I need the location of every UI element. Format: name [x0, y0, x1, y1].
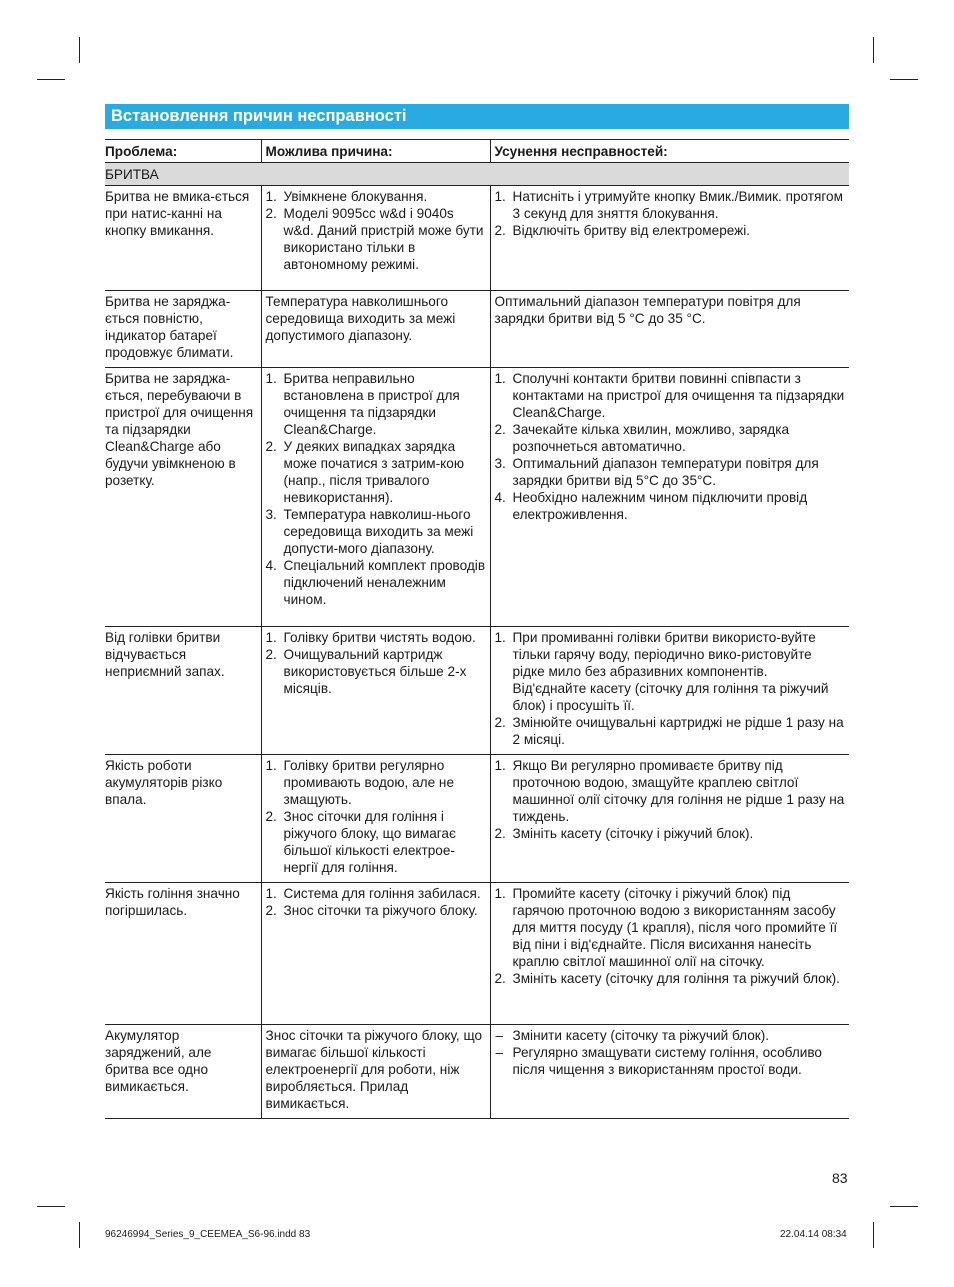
remedy-cell	[490, 186, 849, 291]
list-item: 1. Увімкнене блокування.	[265, 189, 428, 204]
footer-file-name: 96246994_Series_9_CEEMEA_S6-96.indd 83	[105, 1229, 311, 1240]
list-item: 2. Змініть касету (сіточку і ріжучий блок).	[494, 826, 754, 841]
group-label: БРИТВА	[105, 163, 849, 186]
header-remedy: Усунення несправностей:	[490, 140, 849, 163]
list-item: 2. Відключіть бритву від електромережі.	[494, 223, 751, 238]
footer-timestamp: 22.04.14 08:34	[780, 1229, 847, 1240]
remedy-cell	[490, 1025, 849, 1119]
list-item: 3. Оптимальний діапазон температури повітря для зарядки бритви від 5°C до 35°C.	[494, 456, 819, 488]
problem-cell: Акумулятор заряджений, але бритва все одно вимикається.	[105, 1025, 261, 1119]
problem-cell: Бритва не заряджа-ється, перебуваючи в пристрої для очищення та підзарядки Clean&Charge або будучи увімкненою в розетку.	[105, 368, 261, 627]
cause-cell	[261, 627, 490, 755]
list-item: 2. Очищувальний картридж використовується більше 2-х місяців.	[265, 647, 467, 696]
cause-cell	[261, 186, 490, 291]
list-item: 1. Сполучні контакти бритви повинні співпасти з контактами на пристрої для очищення та підзарядки Clean&Charge.	[494, 371, 845, 420]
problem-cell: Якість роботи акумуляторів різко впала.	[105, 755, 261, 883]
list-item: 1. Система для гоління забилася.	[265, 886, 481, 901]
list-item: 2. Змініть касету (сіточку для гоління та ріжучий блок).	[494, 971, 840, 986]
list-item: 1. Голівку бритви регулярно промивають водою, але не змащують.	[265, 758, 454, 807]
list-item: 2. Знос сіточки та ріжучого блоку.	[265, 903, 478, 918]
crop-mark	[37, 79, 65, 80]
crop-mark	[873, 37, 874, 63]
crop-mark	[79, 1222, 80, 1248]
problem-cell: Якість гоління значно погіршилась.	[105, 883, 261, 1025]
remedy-cell	[490, 368, 849, 627]
table-row	[105, 368, 849, 627]
list-item: 2. Знос сіточки для гоління і ріжучого блоку, що вимагає більшої кількості електрое-нергії для гоління.	[265, 809, 456, 875]
crop-mark	[890, 79, 918, 80]
list-item: 1. При промиванні голівки бритви використо-вуйте тільки гарячу воду, періодично вико-ристовуйте рідке мило без абразивних компонентів. Від'єднайте касету (сіточку для гоління та ріжучий блок) і просушіть її.	[494, 630, 829, 713]
section-title: Встановлення причин несправності	[105, 104, 849, 129]
troubleshooting-table	[105, 139, 849, 1119]
remedy-cell: Оптимальний діапазон температури повітря для зарядки бритви від 5 °C до 35 °C.	[490, 291, 849, 368]
list-item: 1. Бритва неправильно встановлена в пристрої для очищення та підзарядки Clean&Charge.	[265, 371, 460, 437]
cause-cell: Знос сіточки та ріжучого блоку, що вимагає більшої кількості електроенергії для роботи, ніж виробляється. Прилад вимикається.	[261, 1025, 490, 1119]
problem-cell: Від голівки бритви відчувається неприємний запах.	[105, 627, 261, 755]
page-number: 83	[832, 1170, 848, 1186]
table-row	[105, 291, 849, 368]
list-item: 1. Промийте касету (сіточку і ріжучий блок) під гарячою проточною водою з використанням засобу для миття посуду (1 крапля), після чого промийте її від піни і від'єднайте. Після висихання нанесіть краплю світлої машинної олії на сіточку.	[494, 886, 838, 969]
crop-mark	[37, 1206, 65, 1207]
crop-mark	[873, 1222, 874, 1248]
problem-cell: Бритва не заряджа-ється повністю, індикатор батареї продовжує блимати.	[105, 291, 261, 368]
cause-cell	[261, 368, 490, 627]
cause-cell	[261, 755, 490, 883]
cause-cell: Температура навколишнього середовища виходить за межі допустимого діапазону.	[261, 291, 490, 368]
header-cause: Можлива причина:	[261, 140, 490, 163]
list-item: – Регулярно змащувати систему гоління, особливо після чищення з використанням простої води.	[495, 1045, 822, 1077]
group-row	[105, 163, 849, 186]
list-item: 1. Голівку бритви чистять водою.	[265, 630, 476, 645]
cause-cell	[261, 883, 490, 1025]
list-item: 2. Моделі 9095cc w&d і 9040s w&d. Даний пристрій може бути використано тільки в автономному режимі.	[265, 206, 484, 272]
remedy-cell	[490, 627, 849, 755]
list-item: 1. Натисніть і утримуйте кнопку Вмик./Вимик. протягом 3 секунд для зняття блокування.	[494, 189, 843, 221]
table-row	[105, 755, 849, 883]
table-row	[105, 186, 849, 291]
header-problem: Проблема:	[105, 140, 261, 163]
list-item: 2. Змінюйте очищувальні картриджі не рідше 1 разу на 2 місяці.	[494, 715, 844, 747]
list-item: 2. Зачекайте кілька хвилин, можливо, зарядка розпочнеться автоматично.	[494, 422, 790, 454]
crop-mark	[79, 37, 80, 63]
table-row	[105, 1025, 849, 1119]
list-item: – Змінити касету (сіточку та ріжучий блок).	[495, 1028, 770, 1043]
list-item: 2. У деяких випадках зарядка може початися з затрим-кою (напр., після тривалого невикористання).	[265, 439, 465, 505]
table-header-row	[105, 140, 849, 163]
remedy-cell	[490, 883, 849, 1025]
table-row	[105, 627, 849, 755]
list-item: 3. Температура навколиш-нього середовища виходить за межі допусти-мого діапазону.	[265, 507, 474, 556]
table-row	[105, 883, 849, 1025]
list-item: 4. Необхідно належним чином підключити провід електроживлення.	[494, 490, 808, 522]
problem-cell: Бритва не вмика-ється при натис-канні на кнопку вмикання.	[105, 186, 261, 291]
list-item: 4. Спеціальний комплект проводів підключений неналежним чином.	[265, 558, 486, 607]
list-item: 1. Якщо Ви регулярно промиваєте бритву під проточною водою, змащуйте краплею світлої машинної олії сіточку для гоління не рідше 1 разу на тиждень.	[494, 758, 845, 824]
remedy-cell	[490, 755, 849, 883]
crop-mark	[890, 1206, 918, 1207]
